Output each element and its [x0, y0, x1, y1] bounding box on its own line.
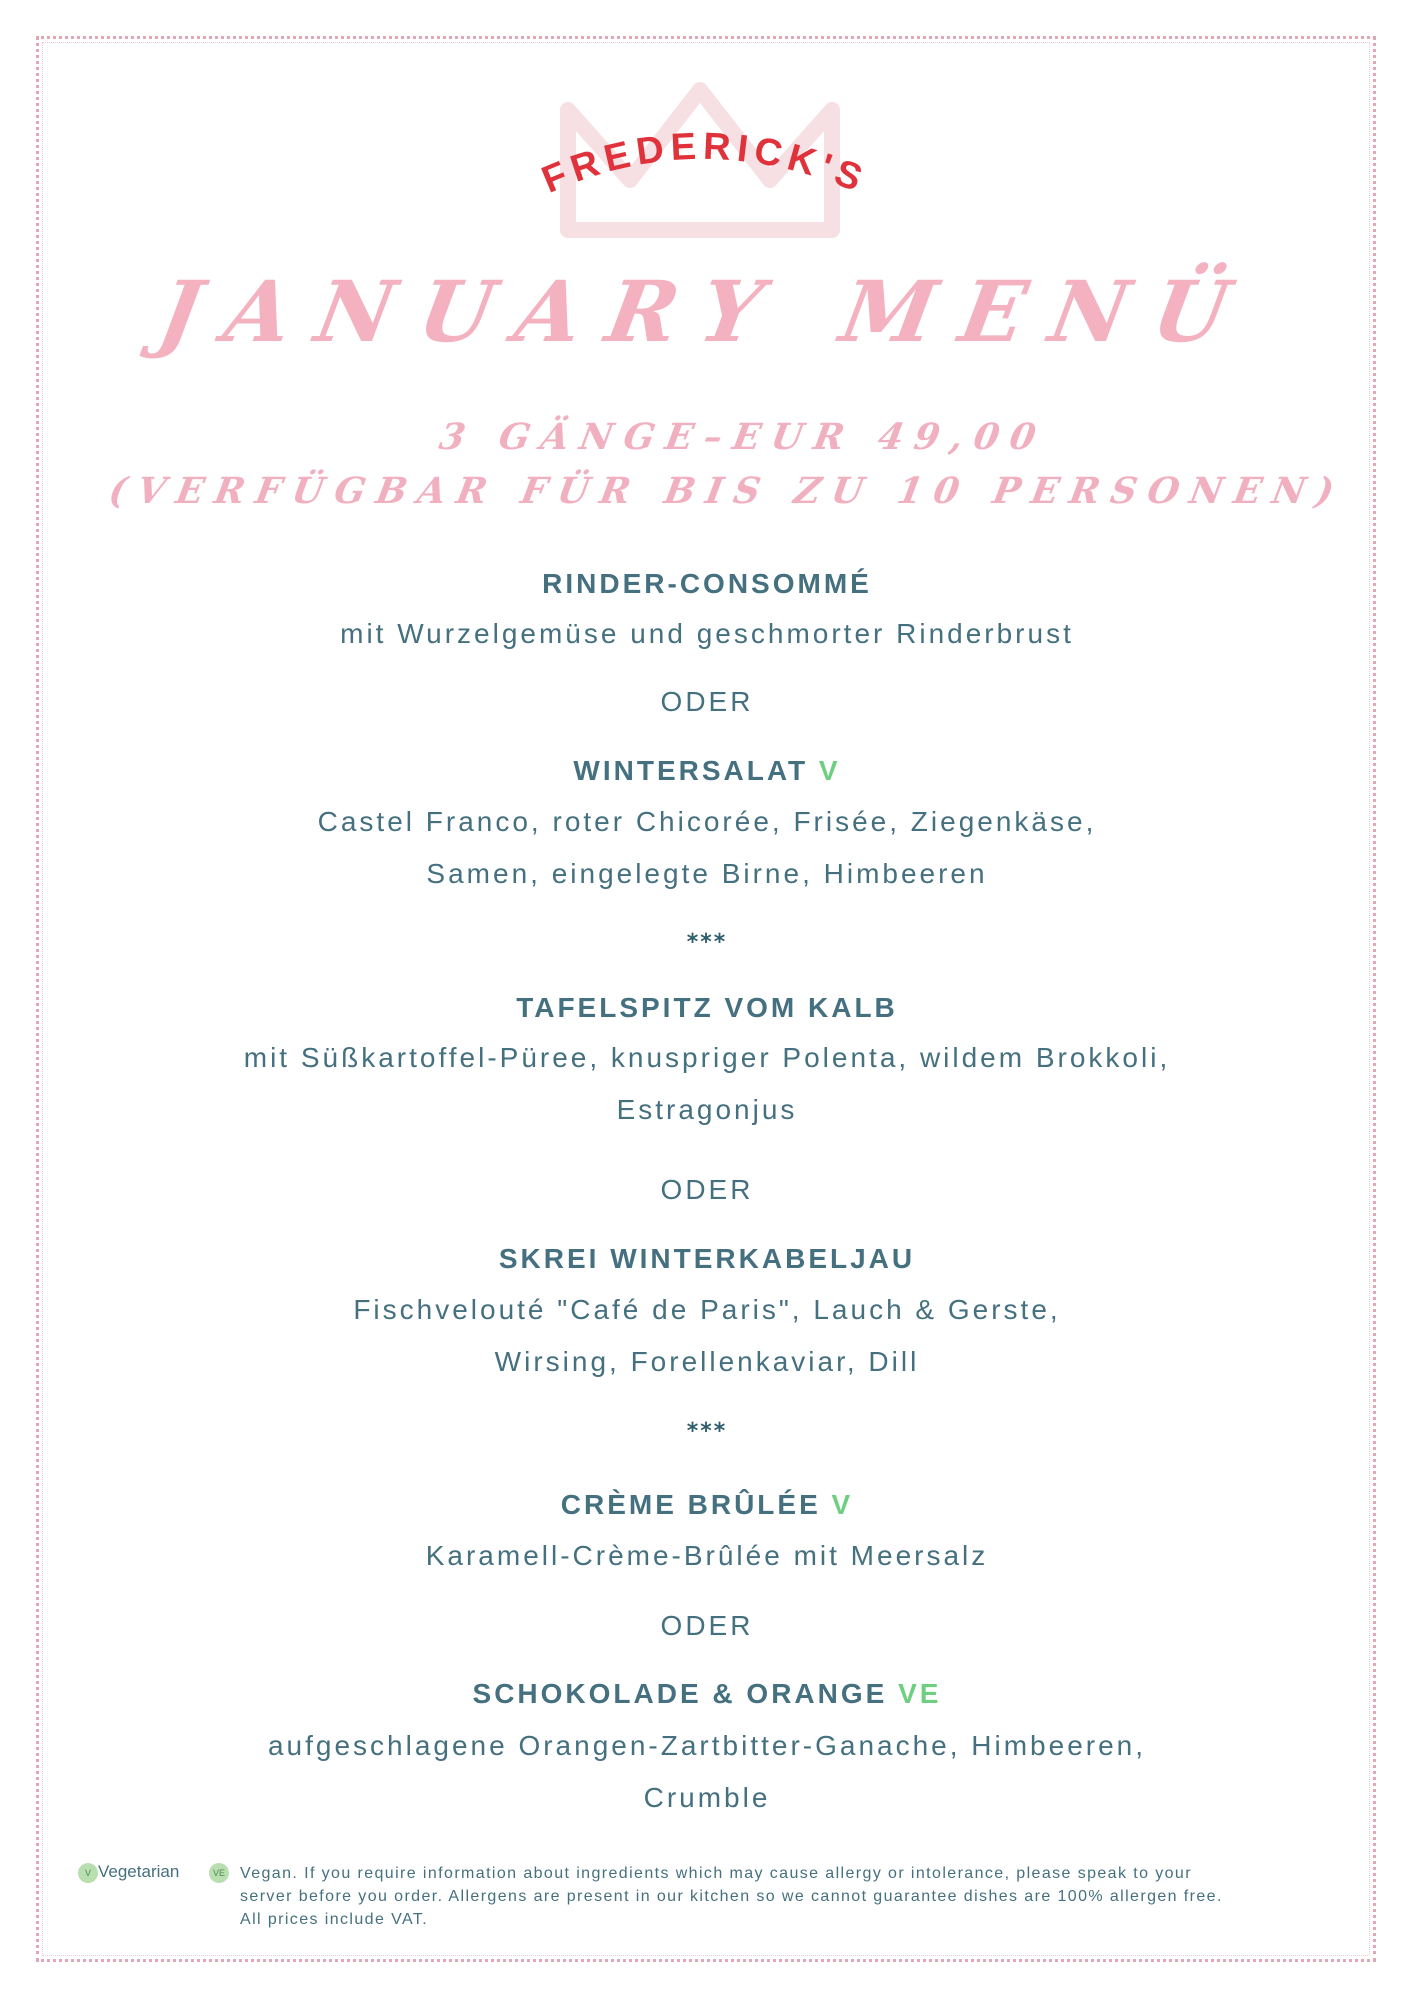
note-line: server before you order. Allergens are present in our kitchen so we cannot guarantee dishes are 100% allergen free.: [240, 1888, 1223, 1905]
note-line: All prices include VAT.: [240, 1911, 429, 1928]
dish-name: TAFELSPITZ VOM KALB: [516, 992, 898, 1023]
or-separator: ODER: [660, 686, 754, 717]
vegan-label: Vegan.: [240, 1865, 299, 1882]
fredericks-logo: [490, 70, 910, 260]
dish-name: SCHOKOLADE & ORANGE VE: [472, 1678, 942, 1709]
vegan-legend: [209, 1862, 229, 1883]
dish-description: Estragonjus: [616, 1094, 798, 1125]
vegan-badge-icon: VE: [209, 1863, 229, 1883]
vegetarian-tag: V: [818, 755, 841, 786]
dish-description: Wirsing, Forellenkaviar, Dill: [494, 1346, 920, 1377]
allergen-note: [240, 1862, 1340, 1931]
dish-description: Crumble: [643, 1782, 771, 1813]
dish-description: mit Süßkartoffel-Püree, knuspriger Polenta, wildem Brokkoli,: [243, 1042, 1171, 1073]
or-separator: ODER: [660, 1174, 754, 1205]
dish-description: mit Wurzelgemüse und geschmorter Rinderbrust: [340, 618, 1074, 649]
dish-description: Samen, eingelegte Birne, Himbeeren: [426, 858, 988, 889]
dish-description: Castel Franco, roter Chicorée, Frisée, Ziegenkäse,: [317, 806, 1097, 837]
dish-name: WINTERSALAT V: [573, 755, 841, 786]
dish-name: SKREI WINTERKABELJAU: [498, 1243, 916, 1274]
dish-name: RINDER-CONSOMMÉ: [542, 568, 872, 599]
vegetarian-tag: V: [831, 1489, 854, 1520]
price-line: 3 GÄNGE–EUR 49,00: [436, 416, 1050, 458]
vegan-tag: VE: [898, 1678, 942, 1709]
vegetarian-label: Vegetarian: [98, 1862, 180, 1881]
or-separator: ODER: [660, 1610, 754, 1641]
menu-title: JANUARY MENÜ: [151, 262, 1263, 361]
vegetarian-badge-icon: V: [78, 1863, 98, 1883]
dish-description: Fischvelouté "Café de Paris", Lauch & Gerste,: [353, 1294, 1061, 1325]
logo-text: FREDERICK'S: [536, 125, 874, 203]
course-divider: ***: [686, 930, 728, 955]
dish-name: CRÈME BRÛLÉE V: [560, 1489, 854, 1520]
note-line: If you require information about ingredients which may cause allergy or intolerance, please speak to your: [304, 1865, 1192, 1882]
dish-description: aufgeschlagene Orangen-Zartbitter-Ganache, Himbeeren,: [267, 1730, 1147, 1761]
dish-description: Karamell-Crème-Brûlée mit Meersalz: [425, 1540, 989, 1571]
vegetarian-legend: [78, 1862, 179, 1883]
availability-line: (VERFÜGBAR FÜR BIS ZU 10 PERSONEN): [105, 470, 1349, 512]
course-divider: ***: [686, 1419, 728, 1444]
